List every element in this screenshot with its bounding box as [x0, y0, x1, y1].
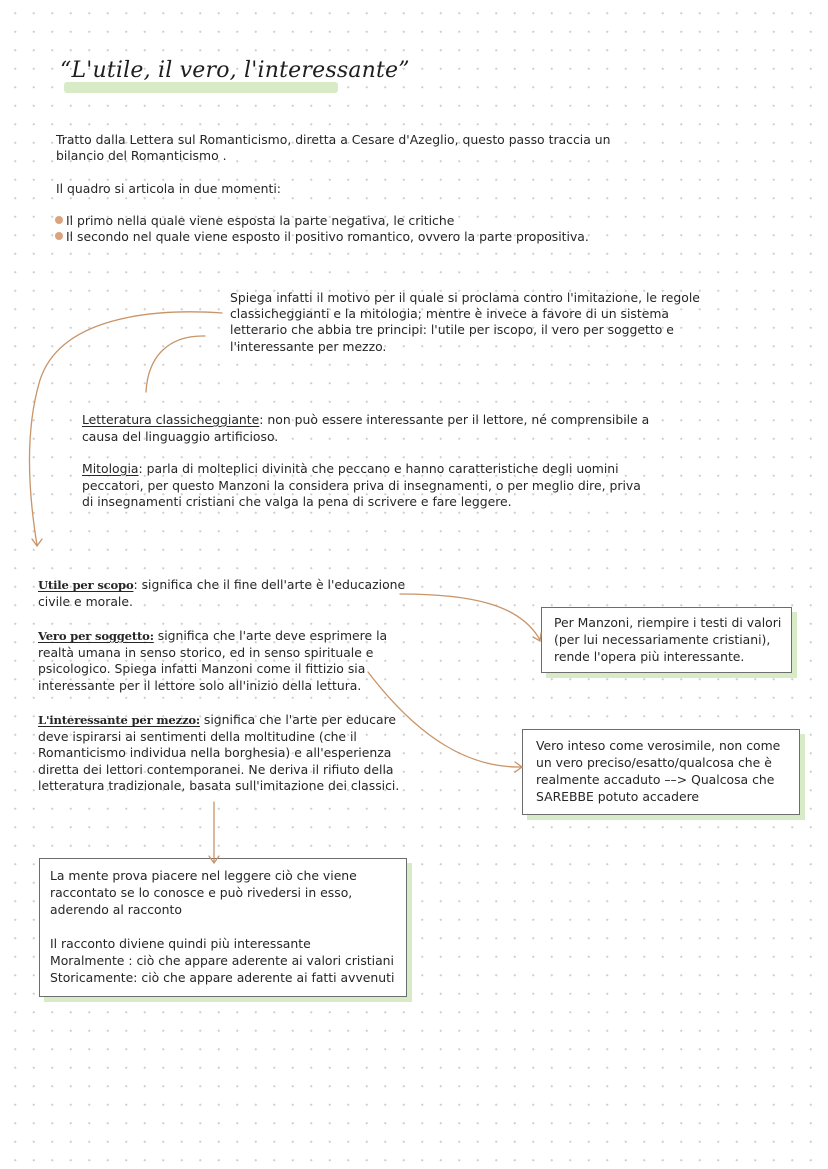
- utile-text-1: : significa che il fine dell'arte è l'educazione: [133, 577, 406, 592]
- box-mente-line-2: raccontato se lo conosce e può rivedersi in esso,: [50, 885, 353, 900]
- arrow-long-left: [30, 312, 223, 545]
- vero-line-3: psicologico. Spiega infatti Manzoni come il fittizio sia: [38, 661, 366, 676]
- box-manzoni-line-3: rende l'opera più interessante.: [554, 649, 745, 664]
- explain-line-4: l'interessante per mezzo.: [230, 339, 387, 354]
- articulation-text: Il quadro si articola in due momenti:: [56, 181, 281, 196]
- box-mente-line-5: Moralmente : ciò che appare aderente ai valori cristiani: [50, 953, 394, 968]
- intro-line-1: Tratto dalla Lettera sul Romanticismo, diretta a Cesare d'Azeglio, questo passo traccia un: [56, 132, 611, 147]
- box-mente-line-4: Il racconto diviene quindi più interessante: [50, 936, 311, 951]
- lett-classica-text-1: : non può essere interessante per il lettore, né comprensibile a: [259, 412, 650, 427]
- mitologia-line-2: peccatori, per questo Manzoni la considera priva di insegnamenti, o per meglio dire, priva: [82, 478, 641, 493]
- interessante-line-4: diretta dei lettori contemporanei. Ne deriva il rifiuto della: [38, 762, 394, 777]
- utile-term: Utile per scopo: [38, 578, 134, 592]
- box-manzoni-line-1: Per Manzoni, riempire i testi di valori: [554, 615, 782, 630]
- page-title: “L'utile, il vero, l'interessante”: [60, 58, 410, 83]
- vero-term: Vero per soggetto:: [38, 629, 154, 643]
- arrow-utile-to-manzoni: [400, 594, 540, 640]
- utile-line-2: civile e morale.: [38, 594, 133, 609]
- bullet-item-1: Il primo nella quale viene esposta la parte negativa, le critiche: [66, 213, 455, 228]
- box-mente-line-3: aderendo al racconto: [50, 902, 182, 917]
- arrow-vero-to-box: [368, 672, 522, 767]
- interessante-line-3: Romanticismo individua nella borghesia) e all'esperienza: [38, 745, 392, 760]
- box-vero-line-3: realmente accaduto ––> Qualcosa che: [536, 772, 775, 787]
- box-mente-line-6: Storicamente: ciò che appare aderente ai fatti avvenuti: [50, 970, 395, 985]
- vero-text-1: significa che l'arte deve esprimere la: [153, 628, 388, 643]
- bullet-item-2: Il secondo nel quale viene esposto il positivo romantico, ovvero la parte propositiva.: [66, 229, 589, 244]
- box-manzoni-line-2: (per lui necessariamente cristiani),: [554, 632, 771, 647]
- mitologia-line-3: di insegnamenti cristiani che valga la pena di scrivere e fare leggere.: [82, 494, 512, 509]
- vero-line-4: interessante per il lettore solo all'inizio della lettura.: [38, 678, 362, 693]
- mitologia-term: Mitologia: [82, 461, 139, 476]
- box-vero-line-2: un vero preciso/esatto/qualcosa che è: [536, 755, 772, 770]
- box-vero-line-1: Vero inteso come verosimile, non come: [536, 738, 781, 753]
- explain-line-1: Spiega infatti il motivo per il quale si proclama contro l'imitazione, le regole: [230, 290, 700, 305]
- interessante-line-5: letteratura tradizionale, basata sull'imitazione dei classici.: [38, 778, 400, 793]
- lett-classica-line-2: causa del linguaggio artificioso.: [82, 429, 279, 444]
- explain-line-3: letterario che abbia tre principi: l'utile per iscopo, il vero per soggetto e: [230, 322, 674, 337]
- intro-line-2: bilancio del Romanticismo .: [56, 148, 227, 163]
- interessante-term: L'interessante per mezzo:: [38, 713, 200, 727]
- interessante-text-1: significa che l'arte per educare: [199, 712, 397, 727]
- vero-line-2: realtà umana in senso storico, ed in senso spirituale e: [38, 645, 374, 660]
- box-vero-line-4: SAREBBE potuto accadere: [536, 789, 700, 804]
- box-mente-line-1: La mente prova piacere nel leggere ciò che viene: [50, 868, 357, 883]
- curve-connector: [146, 336, 205, 392]
- interessante-line-2: deve ispirarsi ai sentimenti della moltitudine (che il: [38, 729, 357, 744]
- explain-line-2: classicheggianti e la mitologia; mentre è invece a favore di un sistema: [230, 306, 670, 321]
- lett-classica-term: Letteratura classicheggiante: [82, 412, 260, 427]
- mitologia-text-1: : parla di molteplici divinità che peccano e hanno caratteristiche degli uomini: [138, 461, 619, 476]
